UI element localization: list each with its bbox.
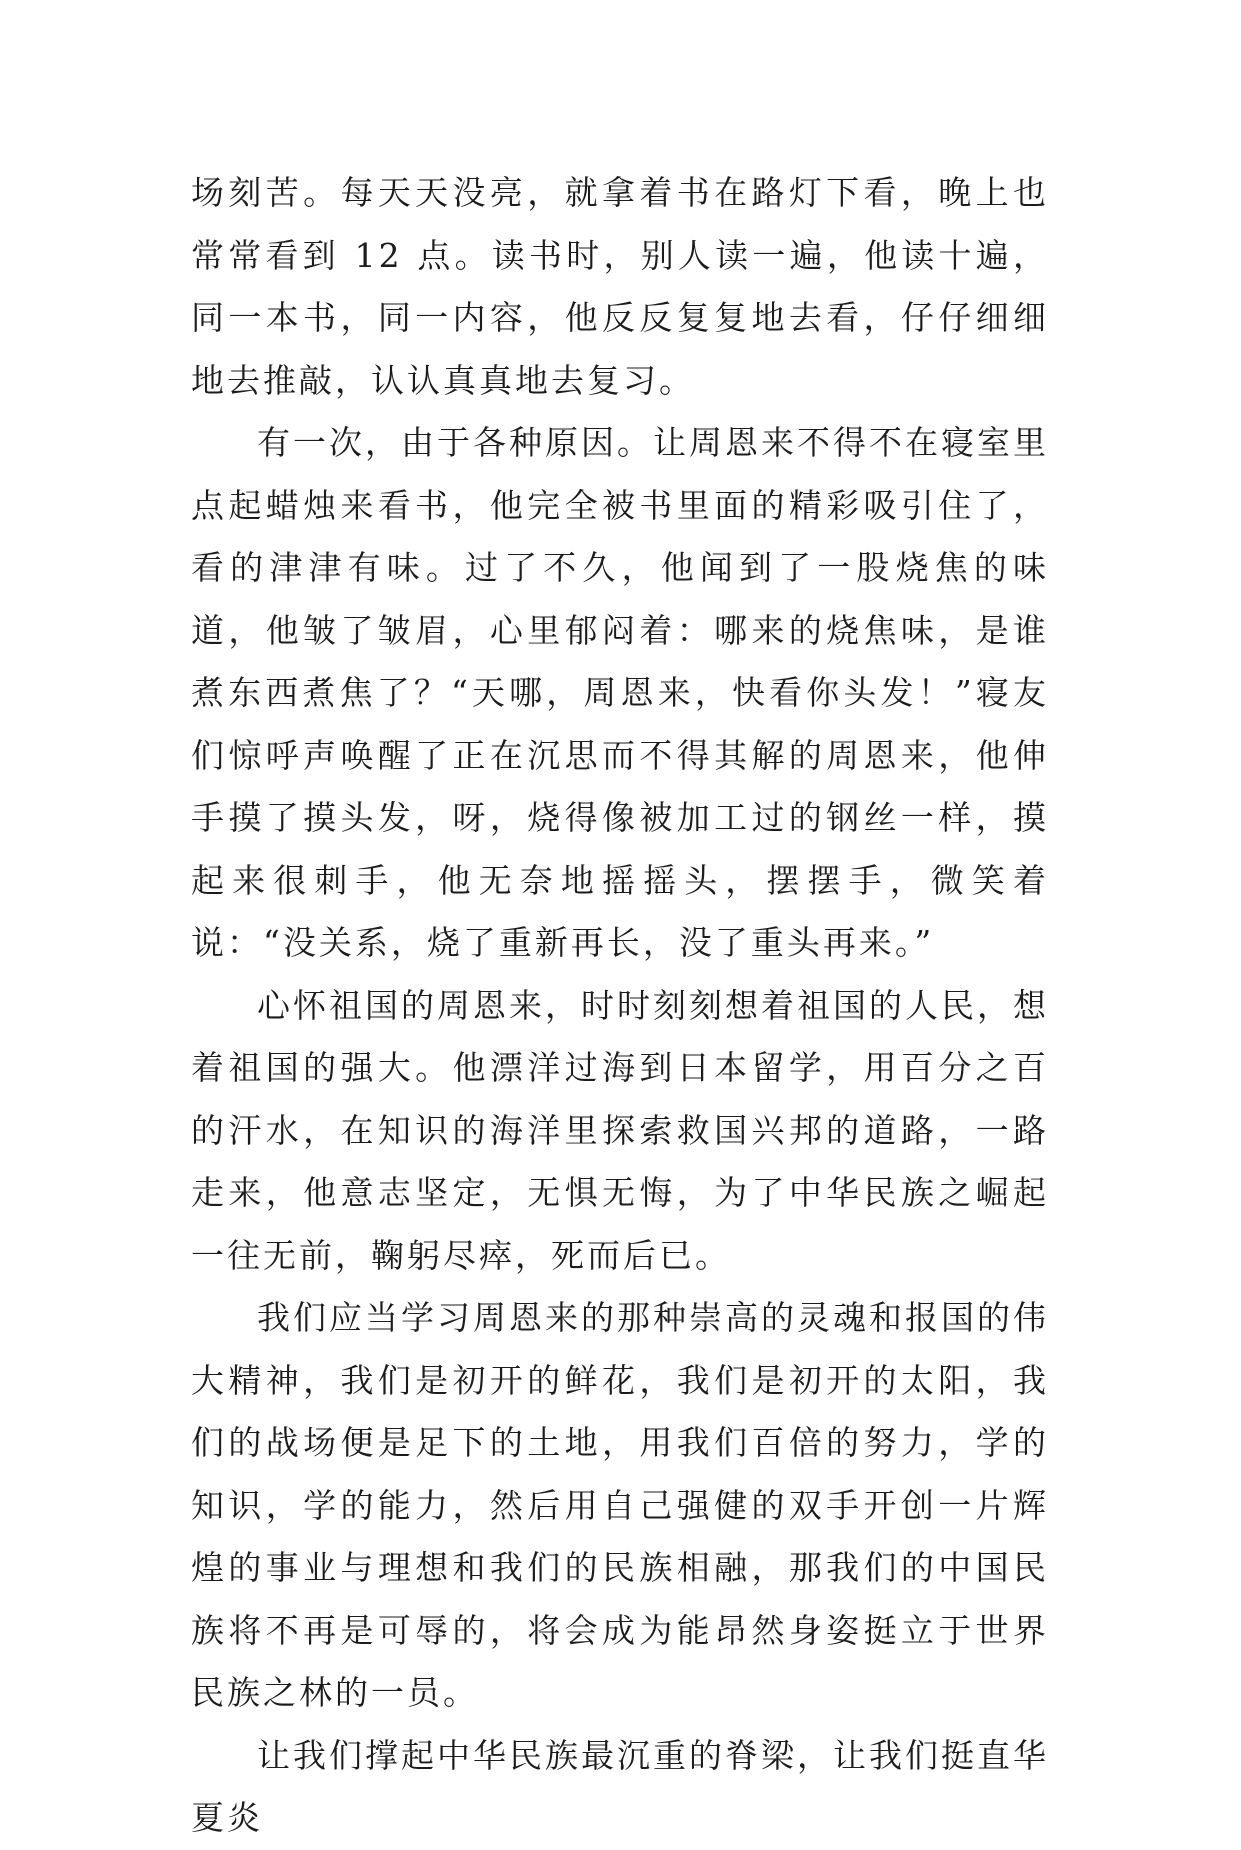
body-text bbox=[191, 162, 1049, 1850]
paragraph-4: 我们应当学习周恩来的那种崇高的灵魂和报国的伟大精神，我们是初开的鲜花，我们是初开的太阳，我们的战场便是足下的土地，用我们百倍的努力，学的知识，学的能力，然后用自己强健的双手开创一片辉煌的事业与理想和我们的民族相融，那我们的中国民族将不再是可辱的，将会成为能昂然身姿挺立于世界民族之林的一员。 bbox=[191, 1298, 1049, 1712]
paragraph-5: 让我们撑起中华民族最沉重的脊梁，让我们挺直华夏炎 bbox=[191, 1735, 1049, 1837]
paragraph-1: 场刻苦。每天天没亮，就拿着书在路灯下看，晚上也常常看到 12 点。读书时，别人读一遍，他读十遍，同一本书，同一内容，他反反复复地去看，仔仔细细地去推敲，认认真真地去复习。 bbox=[191, 173, 1049, 400]
paragraph-3: 心怀祖国的周恩来，时时刻刻想着祖国的人民，想着祖国的强大。他漂洋过海到日本留学，用百分之百的汗水，在知识的海洋里探索救国兴邦的道路，一路走来，他意志坚定，无惧无悔，为了中华民族之崛起一往无前，鞠躬尽瘁，死而后已。 bbox=[191, 985, 1049, 1275]
paragraph-2: 有一次，由于各种原因。让周恩来不得不在寝室里点起蜡烛来看书，他完全被书里面的精彩吸引住了，看的津津有味。过了不久，他闻到了一股烧焦的味道，他皱了皱眉，心里郁闷着：哪来的烧焦味，是谁煮东西煮焦了？“天哪，周恩来，快看你头发！”寝友们惊呼声唤醒了正在沉思而不得其解的周恩来，他伸手摸了摸头发，呀，烧得像被加工过的钢丝一样，摸起来很刺手，他无奈地摇摇头，摆摆手，微笑着说：“没关系，烧了重新再长，没了重头再来。” bbox=[191, 423, 1049, 962]
